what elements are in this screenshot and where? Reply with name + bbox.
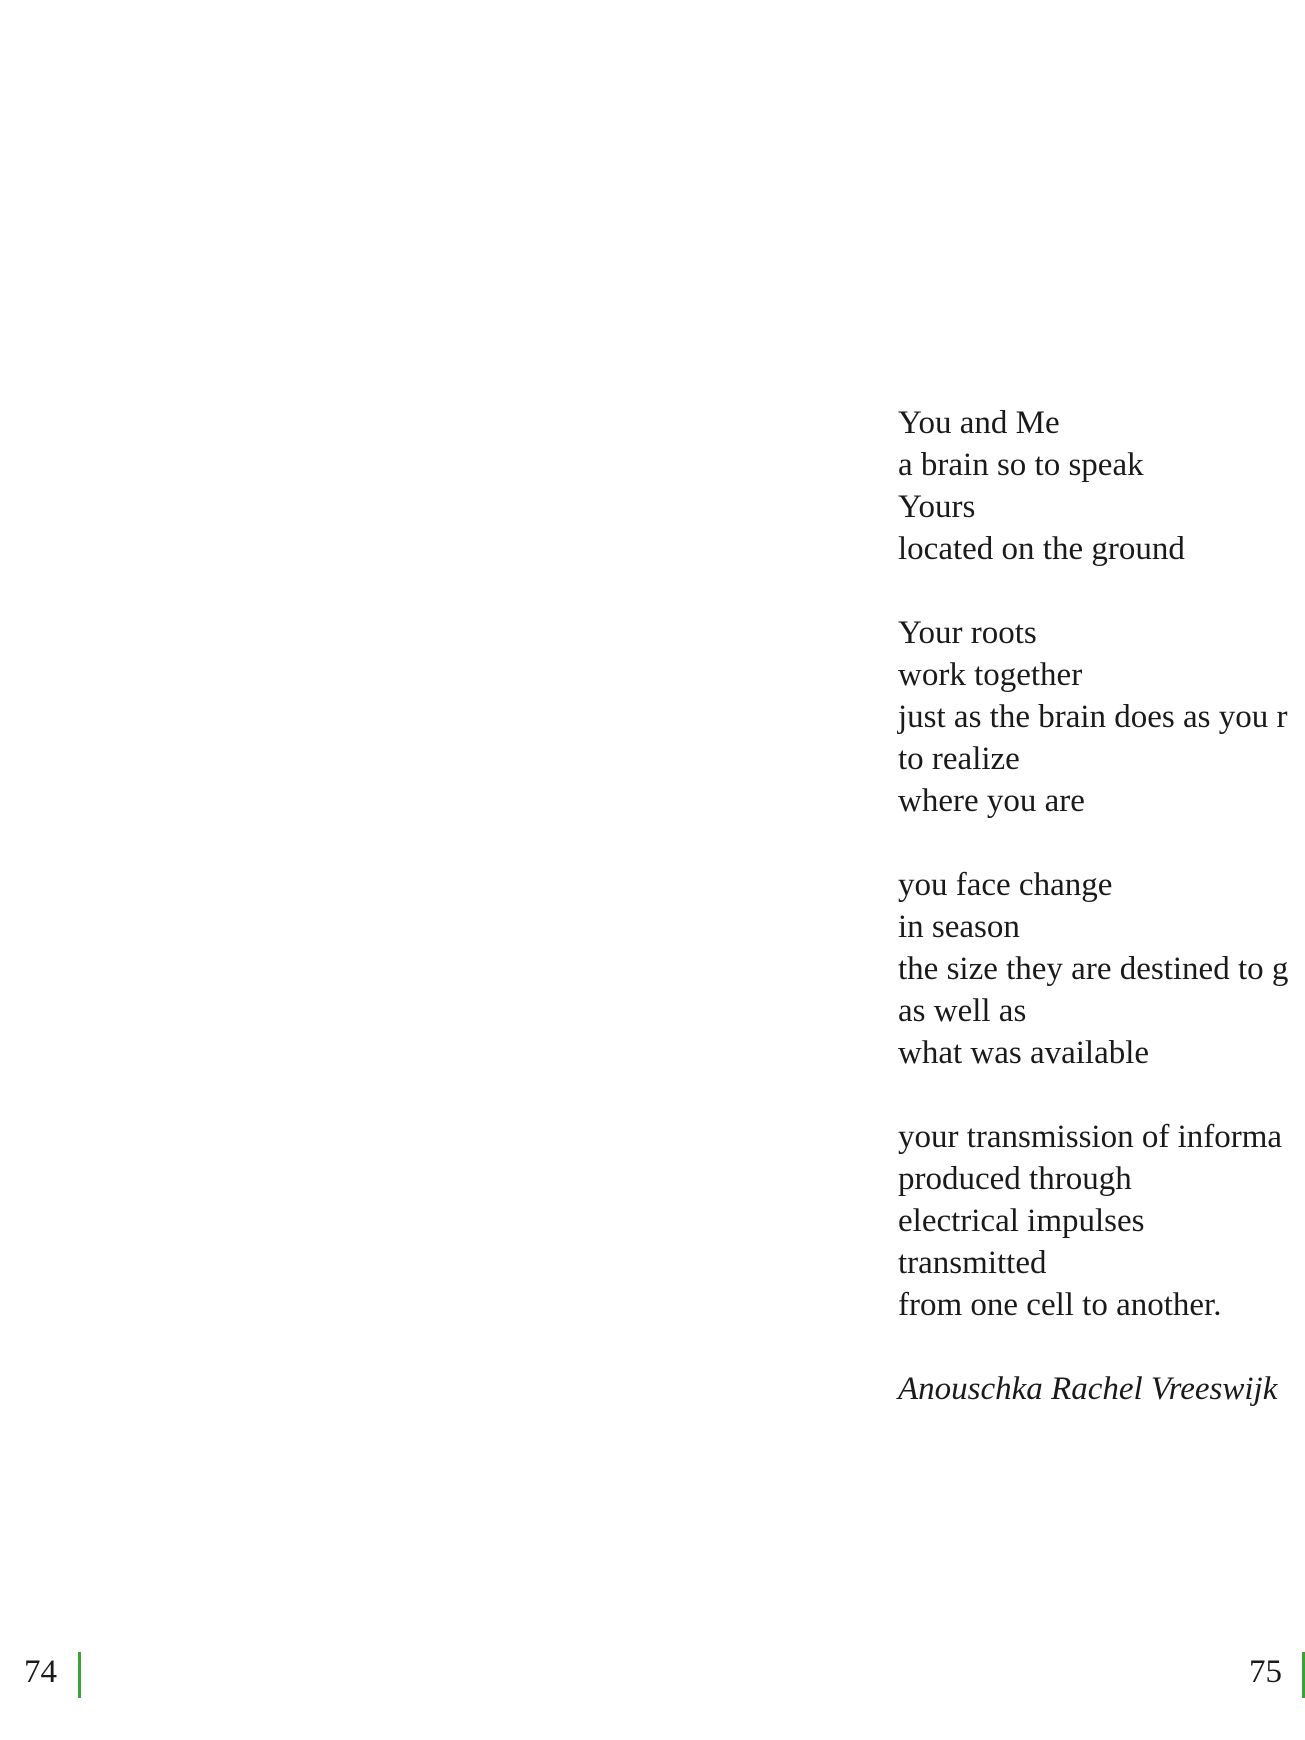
right-page-number: 75 [1249, 1654, 1282, 1690]
stanza-1 [898, 402, 1305, 570]
poem-line: Your roots [898, 615, 1037, 651]
poem-line: work together [898, 657, 1083, 693]
stanza-4 [898, 1116, 1305, 1326]
poem-line: to realize [898, 741, 1020, 777]
stanza-2 [898, 612, 1305, 822]
poem-line: as well as [898, 993, 1027, 1029]
left-page-number: 74 [24, 1654, 57, 1690]
poem-line: produced through [898, 1161, 1132, 1197]
poem-line: just as the brain does as you r [898, 699, 1288, 735]
poem-line: transmitted [898, 1245, 1047, 1281]
poem-line: a brain so to speak [898, 447, 1144, 483]
stanza-3 [898, 864, 1305, 1074]
poem-line: Yours [898, 489, 976, 525]
poem-block [898, 402, 1305, 1410]
poem-line: where you are [898, 783, 1085, 819]
poem-line: your transmission of informa [898, 1119, 1283, 1155]
poem-line: in season [898, 909, 1020, 945]
poem-line: electrical impulses [898, 1203, 1145, 1239]
poem-line: from one cell to another. [898, 1287, 1222, 1323]
poem-line: you face change [898, 867, 1113, 903]
poem-line: located on the ground [898, 531, 1185, 567]
poem-line: the size they are destined to g [898, 951, 1289, 987]
left-page-rule [78, 1652, 81, 1698]
poem-line: what was available [898, 1035, 1150, 1071]
poem-author: Anouschka Rachel Vreeswijk [898, 1371, 1278, 1407]
poem-line: You and Me [898, 405, 1060, 441]
